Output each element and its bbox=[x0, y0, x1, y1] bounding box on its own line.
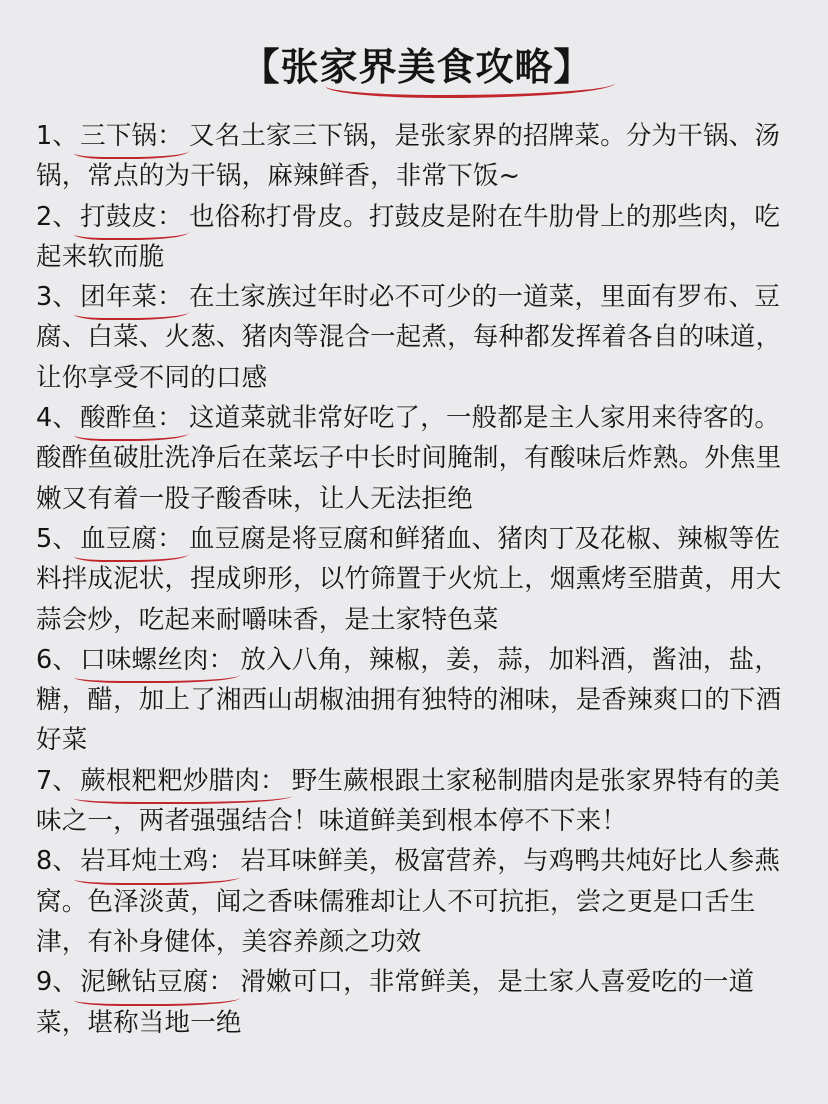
dish-name: 口味螺丝肉： bbox=[78, 640, 240, 680]
dish-name: 团年菜： bbox=[78, 277, 189, 317]
page-title: 【张家界美食攻略】 bbox=[241, 38, 592, 96]
list-item bbox=[36, 197, 798, 278]
item-number: 1、 bbox=[36, 121, 79, 151]
dish-description: 又名土家三下锅，是张家界的招牌菜。分为干锅、汤锅，常点的为干锅，麻辣鲜香，非常下饭~ bbox=[36, 121, 781, 192]
item-number: 3、 bbox=[36, 282, 79, 313]
list-item bbox=[36, 398, 798, 519]
item-number: 7、 bbox=[36, 765, 79, 796]
dish-name: 酸酢鱼： bbox=[78, 398, 189, 438]
dish-description: 也俗称打骨皮。打鼓皮是附在牛肋骨上的那些肉，吃起来软而脆 bbox=[36, 201, 781, 272]
list-item bbox=[36, 962, 798, 1043]
list-item bbox=[36, 761, 798, 842]
list-item bbox=[36, 640, 798, 761]
dish-name: 蕨根粑粑炒腊肉： bbox=[78, 761, 292, 801]
dish-name: 泥鳅钻豆腐： bbox=[78, 962, 240, 1002]
dish-name: 岩耳炖土鸡： bbox=[78, 841, 240, 881]
dish-name: 打鼓皮： bbox=[78, 197, 189, 237]
title-block bbox=[36, 38, 798, 96]
dish-description: 岩耳味鲜美，极富营养，与鸡鸭共炖好比人参燕窝。色泽淡黄，闻之香味儒雅却让人不可抗拒，尝之更是口舌生津，有补身健体，美容养颜之功效 bbox=[36, 846, 781, 957]
item-number: 5、 bbox=[36, 523, 79, 554]
dish-name: 三下锅： bbox=[78, 116, 189, 156]
dish-name: 血豆腐： bbox=[78, 519, 189, 559]
list-item bbox=[36, 841, 798, 962]
dish-description: 野生蕨根跟土家秘制腊肉是张家界特有的美味之一，两者强强结合！味道鲜美到根本停不下来！ bbox=[36, 765, 781, 837]
item-number: 6、 bbox=[36, 644, 79, 675]
title-underline bbox=[325, 83, 614, 98]
list-item bbox=[36, 519, 798, 640]
dish-description: 滑嫩可口，非常鲜美，是土家人喜爱吃的一道菜，堪称当地一绝 bbox=[36, 967, 755, 1038]
list-item bbox=[36, 277, 798, 398]
dish-description: 血豆腐是将豆腐和鲜猪血、猪肉丁及花椒、辣椒等佐料拌成泥状，捏成卵形，以竹筛置于火炕上，烟熏烤至腊黄，用大蒜会炒，吃起来耐嚼味香，是土家特色菜 bbox=[36, 523, 782, 635]
item-number: 4、 bbox=[36, 403, 79, 434]
dish-description: 这道菜就非常好吃了，一般都是主人家用来待客的。酸酢鱼破肚洗净后在菜坛子中长时间腌制，有酸味后炸熟。外焦里嫩又有着一股子酸香味，让人无法拒绝 bbox=[36, 403, 782, 514]
item-number: 9、 bbox=[36, 967, 79, 998]
item-number: 8、 bbox=[36, 846, 79, 877]
dish-description: 在土家族过年时必不可少的一道菜，里面有罗布、豆腐、白菜、火葱、猪肉等混合一起煮，每种都发挥着各自的味道，让你享受不同的口感 bbox=[36, 282, 782, 393]
dish-description: 放入八角，辣椒，姜，蒜，加料酒，酱油，盐，糖，醋，加上了湘西山胡椒油拥有独特的湘味，是香辣爽口的下酒好菜 bbox=[36, 644, 782, 756]
item-number: 2、 bbox=[36, 201, 79, 232]
list-item bbox=[36, 116, 798, 197]
